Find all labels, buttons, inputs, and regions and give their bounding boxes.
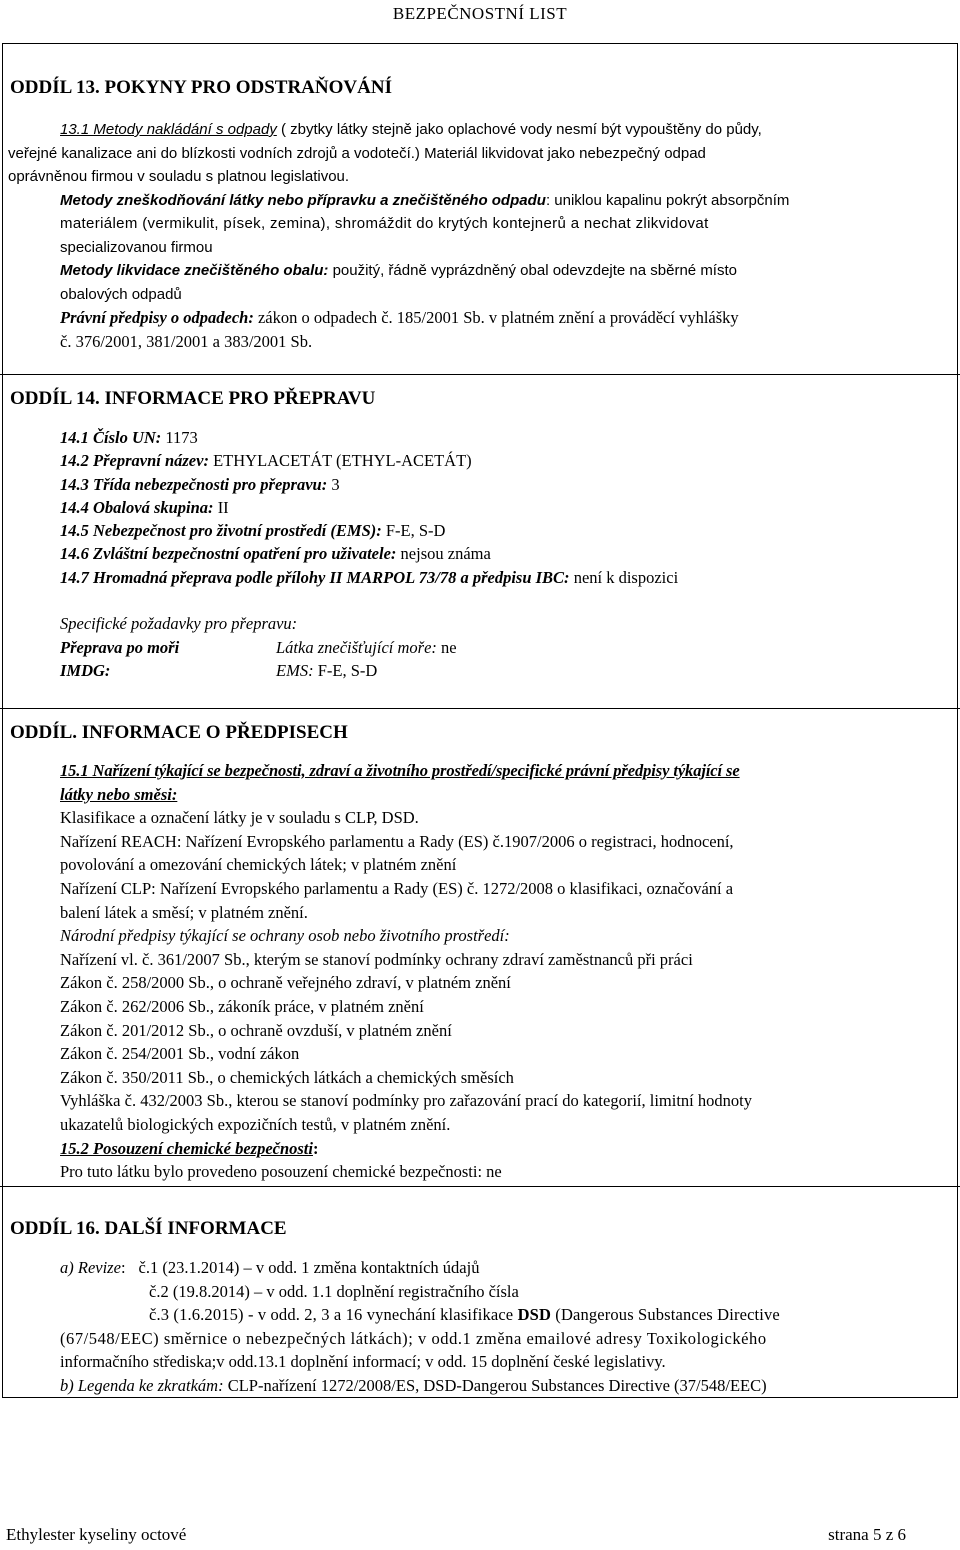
- transport-item: [60, 426, 936, 449]
- transport-item-value: F-E, S-D: [381, 521, 446, 541]
- revision-colon: :: [120, 1258, 126, 1277]
- ems-value: F-E, S-D: [313, 661, 378, 680]
- transport-list: [60, 426, 936, 589]
- imdg-label: IMDG:: [60, 661, 111, 680]
- chemical-safety-value: : ne: [477, 1162, 502, 1182]
- law-line: Zákon č. 201/2012 Sb., o ochraně ovzduší, v platném znění: [60, 1020, 452, 1040]
- law-line: Zákon č. 258/2000 Sb., o ochraně veřejného zdraví, v platném znění: [60, 973, 511, 993]
- waste-methods-line2: veřejné kanalizace ani do blízkosti vodních zdrojů a vodotečí.) Materiál likvidovat jako nebezpečný odpad: [8, 144, 706, 162]
- section-16-title: ODDÍL 16. DALŠÍ INFORMACE: [10, 1218, 287, 1239]
- transport-item: [60, 496, 936, 519]
- law-line: Nařízení vl. č. 361/2007 Sb., kterým se stanoví podmínky ochrany zdraví zaměstnanců při práci: [60, 949, 693, 969]
- waste-methods-line3: oprávněnou firmou v souladu s platnou legislativou.: [8, 168, 350, 185]
- transport-item-value: II: [213, 497, 229, 517]
- revision-item: č.2 (19.8.2014) – v odd. 1.1 doplnění registračního čísla: [149, 1281, 519, 1301]
- chemical-safety-text: Pro tuto látku bylo provedeno posouzení chemické bezpečnosti: [60, 1162, 478, 1182]
- revision-dsd: DSD: [517, 1305, 552, 1325]
- chemical-safety-colon: :: [312, 1138, 319, 1158]
- disposal-methods-text: : uniklou kapalinu pokrýt absorpčním: [545, 191, 790, 209]
- transport-item-label: 14.7 Hromadná přeprava podle přílohy II MARPOL 73/78 a předpisu IBC:: [60, 567, 570, 587]
- sea-transport-label: Přeprava po moři: [60, 637, 180, 657]
- specific-requirements-title: Specifické požadavky pro přepravu:: [60, 614, 298, 633]
- transport-item-label: 14.4 Obalová skupina:: [60, 497, 214, 517]
- product-name: Ethylester kyseliny octové: [6, 1525, 187, 1544]
- transport-item: [60, 473, 936, 496]
- regulation-line: Nařízení REACH: Nařízení Evropského parlamentu a Rady (ES) č.1907/2006 o registraci, hodnocení,: [60, 831, 734, 851]
- waste-law-text: zákon o odpadech č. 185/2001 Sb. v platném znění a prováděcí vyhlášky: [253, 308, 739, 327]
- revision-label: a) Revize: [60, 1258, 121, 1277]
- section-16: [0, 1186, 960, 1398]
- transport-item-value: 1173: [161, 428, 198, 447]
- revision-item: č.1 (23.1.2014) – v odd. 1 změna kontaktních údajů: [138, 1258, 480, 1277]
- transport-item: [60, 566, 936, 589]
- section-13-title: ODDÍL 13. POKYNY PRO ODSTRAŇOVÁNÍ: [10, 77, 392, 98]
- section-13: [0, 44, 960, 375]
- transport-item-value: ETHYLACETÁT (ETHYL-ACETÁT): [208, 451, 472, 471]
- regulation-line: Klasifikace a označení látky je v souladu s CLP, DSD.: [60, 808, 419, 828]
- legend-label: b) Legenda ke zkratkám:: [60, 1375, 224, 1395]
- law-line: Zákon č. 254/2001 Sb., vodní zákon: [60, 1044, 300, 1064]
- transport-item: [60, 449, 936, 472]
- transport-item-value: 3: [327, 474, 340, 494]
- transport-item-label: 14.6 Zvláštní bezpečnostní opatření pro uživatele:: [60, 544, 397, 564]
- packaging-disposal-line2: obalových odpadů: [60, 285, 182, 303]
- transport-item: [60, 519, 936, 542]
- section-15: [0, 708, 960, 1187]
- ems-label: EMS:: [276, 661, 314, 680]
- revision-item-cont: informačního střediska;v odd.13.1 doplnění informací; v odd. 15 doplnění české legislativy.: [60, 1352, 666, 1372]
- regulation-line: povolování a omezování chemických látek; v platném znění: [60, 855, 457, 875]
- chemical-safety-heading: 15.2 Posouzení chemické bezpečnosti: [60, 1138, 313, 1158]
- revision-item-cont: (Dangerous Substances Directive: [551, 1305, 780, 1325]
- marine-pollutant-label: Látka znečišťující moře:: [276, 637, 437, 657]
- legend-text: CLP-nařízení 1272/2008/ES, DSD-Dangerou Substances Directive (37/548/EEC): [223, 1375, 767, 1395]
- transport-item-label: 14.3 Třída nebezpečnosti pro přepravu:: [60, 474, 328, 494]
- transport-specific: [60, 612, 936, 683]
- disposal-methods-label: Metody zneškodňování látky nebo přípravku a znečištěného odpadu: [60, 191, 546, 209]
- revision-item-cont: (67/548/EEC) směrnice o nebezpečných látkách); v odd.1 změna emailové adresy Toxikologického: [60, 1328, 767, 1348]
- waste-methods-text: ( zbytky látky stejně jako oplachové vody nesmí být vypouštěny do půdy,: [276, 121, 762, 138]
- section-16-body: [60, 1256, 936, 1398]
- law-line: Zákon č. 262/2006 Sb., zákoník práce, v platném znění: [60, 996, 424, 1016]
- page-footer: [6, 1525, 906, 1545]
- transport-item-label: 14.5 Nebezpečnost pro životní prostředí (EMS):: [60, 521, 382, 541]
- regulation-line: balení látek a směsí; v platném znění.: [60, 902, 308, 922]
- marine-pollutant-value: ne: [436, 637, 457, 657]
- packaging-disposal-text: použitý, řádně vyprázdněný obal odevzdejte na sběrné místo: [328, 262, 737, 279]
- transport-item: [60, 542, 936, 565]
- regulations-heading-line2: látky nebo směsi:: [60, 784, 178, 804]
- law-line: Zákon č. 350/2011 Sb., o chemických látkách a chemických směsích: [60, 1067, 514, 1087]
- revision-item: č.3 (1.6.2015) - v odd. 2, 3 a 16 vynechání klasifikace: [149, 1305, 518, 1325]
- regulations-heading: 15.1 Nařízení týkající se bezpečnosti, zdraví a životního prostředí/specifické právní předpisy týkající se: [60, 761, 740, 780]
- transport-item-value: není k dispozici: [569, 567, 679, 587]
- section-15-body: [60, 759, 936, 1184]
- law-line: ukazatelů biologických expozičních testů, v platném znění.: [60, 1114, 451, 1134]
- document-header: BEZPEČNOSTNÍ LIST: [392, 4, 568, 23]
- section-13-body: [8, 118, 936, 353]
- national-regulations-label: Národní předpisy týkající se ochrany osob nebo životního prostředí:: [60, 926, 510, 946]
- transport-item-value: nejsou známa: [396, 544, 491, 564]
- transport-item-label: 14.1 Číslo UN:: [60, 428, 162, 447]
- section-14: [0, 374, 960, 709]
- waste-law-label: Právní předpisy o odpadech:: [60, 308, 254, 327]
- law-line: Vyhláška č. 432/2003 Sb., kterou se stanoví podmínky pro zařazování prací do kategorií, limitní hodnoty: [60, 1091, 752, 1111]
- waste-methods-label: 13.1 Metody nakládání s odpady: [60, 121, 277, 138]
- regulation-line: Nařízení CLP: Nařízení Evropského parlamentu a Rady (ES) č. 1272/2008 o klasifikaci, označování a: [60, 878, 734, 898]
- section-15-title: ODDÍL. INFORMACE O PŘEDPISECH: [10, 722, 348, 743]
- waste-law-line2: č. 376/2001, 381/2001 a 383/2001 Sb.: [60, 331, 313, 351]
- disposal-methods-line2: materiálem (vermikulit, písek, zemina), shromáždit do krytých kontejnerů a nechat zlikvidovat: [60, 215, 709, 232]
- transport-item-label: 14.2 Přepravní název:: [60, 451, 209, 471]
- packaging-disposal-label: Metody likvidace znečištěného obalu:: [60, 262, 329, 279]
- disposal-methods-line3: specializovanou firmou: [60, 238, 213, 256]
- page-number: strana 5 z 6: [828, 1525, 906, 1544]
- section-14-title: ODDÍL 14. INFORMACE PRO PŘEPRAVU: [10, 388, 376, 409]
